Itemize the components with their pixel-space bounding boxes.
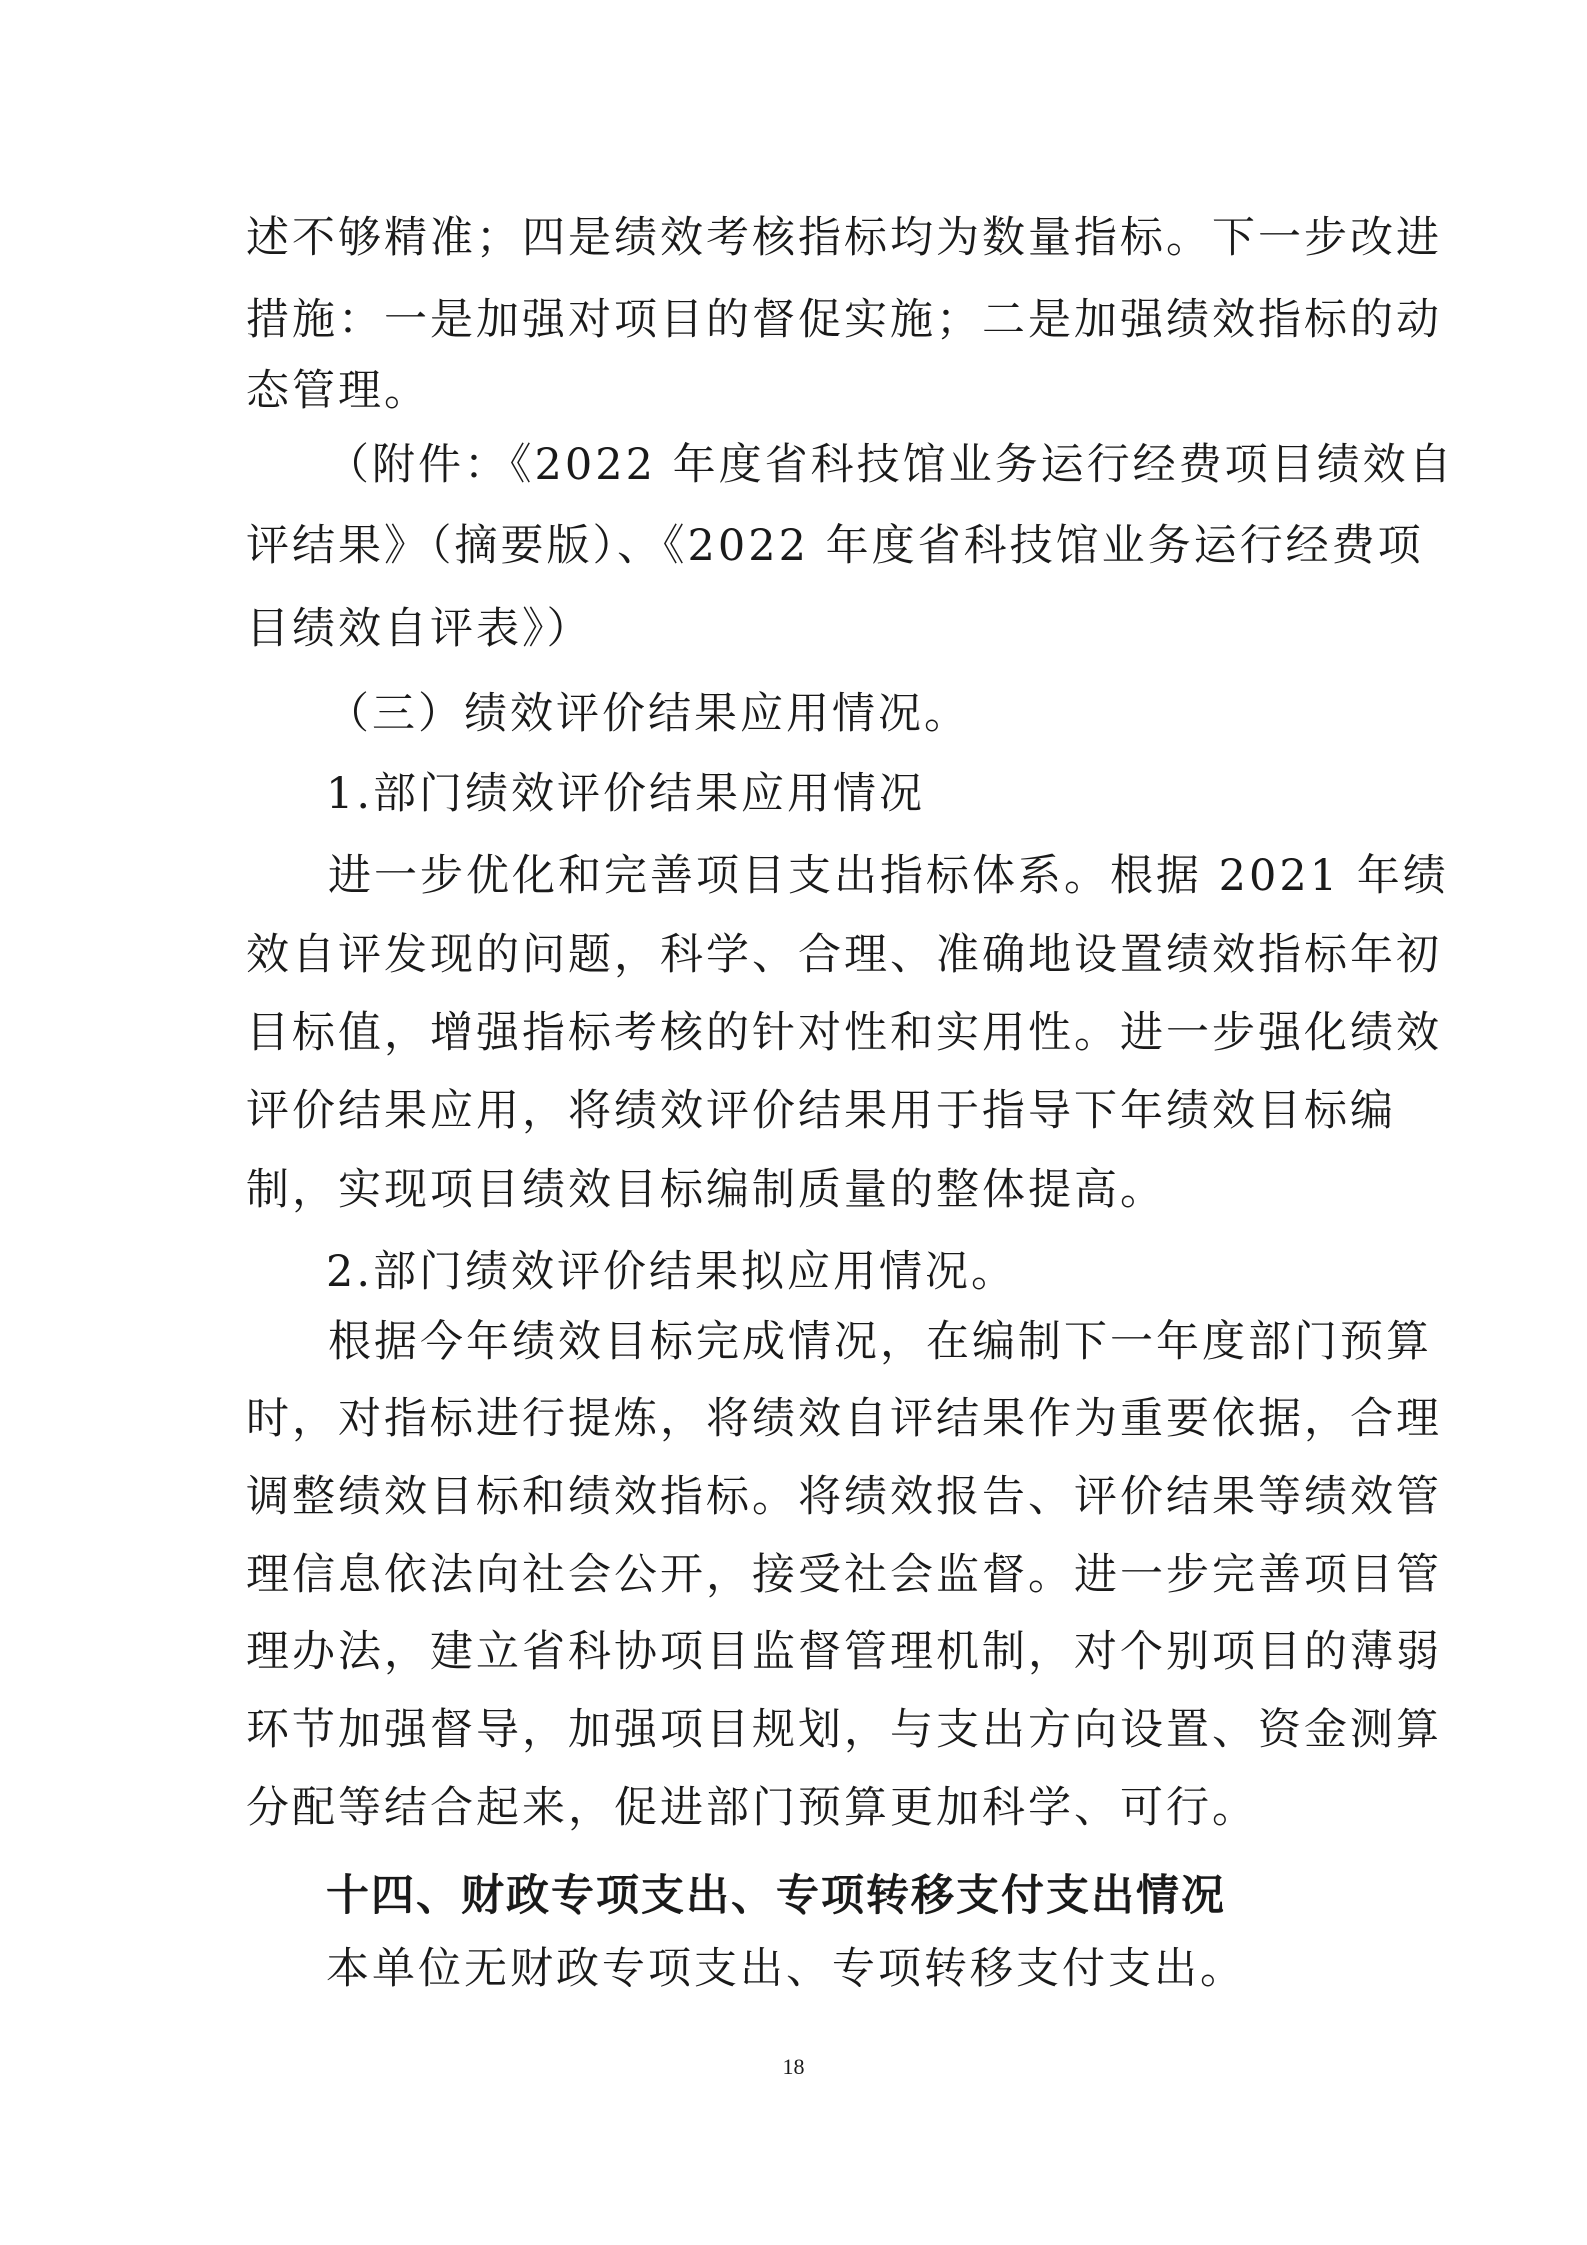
page-number: 18 <box>782 2054 805 2079</box>
numbered-subheading: 1.部门绩效评价结果应用情况 <box>326 769 926 819</box>
body-text-line: 分配等结合起来，促进部门预算更加科学、可行。 <box>246 1783 1258 1833</box>
body-text-line: 理信息依法向社会公开，接受社会监督。进一步完善项目管 <box>246 1550 1442 1600</box>
section-heading: 十四、财政专项支出、专项转移支付支出情况 <box>326 1871 1226 1921</box>
body-text-line: 调整绩效目标和绩效指标。将绩效报告、评价结果等绩效管 <box>246 1472 1442 1522</box>
body-text-line: 环节加强督导，加强项目规划，与支出方向设置、资金测算 <box>246 1705 1442 1755</box>
body-text-line: 本单位无财政专项支出、专项转移支付支出。 <box>326 1944 1246 1994</box>
body-text-line: 述不够精准；四是绩效考核指标均为数量指标。下一步改进 <box>246 213 1442 263</box>
body-text-line: 根据今年绩效目标完成情况，在编制下一年度部门预算 <box>328 1317 1432 1367</box>
body-text-line: 理办法，建立省科协项目监督管理机制，对个别项目的薄弱 <box>246 1627 1442 1677</box>
body-text-line: 态管理。 <box>246 366 430 416</box>
attachment-note-line: 目绩效自评表》） <box>246 604 593 654</box>
body-text-line: 进一步优化和完善项目支出指标体系。根据 2021 年绩 <box>328 851 1449 901</box>
section-subheading: （三）绩效评价结果应用情况。 <box>326 689 970 739</box>
body-text-line: 制，实现项目绩效目标编制质量的整体提高。 <box>246 1165 1166 1215</box>
body-text-line: 目标值，增强指标考核的针对性和实用性。进一步强化绩效 <box>246 1008 1442 1058</box>
attachment-note-line: （附件：《2022 年度省科技馆业务运行经费项目绩效自 <box>326 440 1455 490</box>
body-text-line: 措施：一是加强对项目的督促实施；二是加强绩效指标的动 <box>246 295 1442 345</box>
body-text-line: 评价结果应用，将绩效评价结果用于指导下年绩效目标编 <box>246 1086 1396 1136</box>
numbered-subheading: 2.部门绩效评价结果拟应用情况。 <box>326 1247 1018 1297</box>
attachment-note-line: 评结果》（摘要版）、《2022 年度省科技馆业务运行经费项 <box>246 521 1424 571</box>
body-text-line: 效自评发现的问题，科学、合理、准确地设置绩效指标年初 <box>246 930 1442 980</box>
body-text-line: 时，对指标进行提炼，将绩效自评结果作为重要依据，合理 <box>246 1394 1442 1444</box>
